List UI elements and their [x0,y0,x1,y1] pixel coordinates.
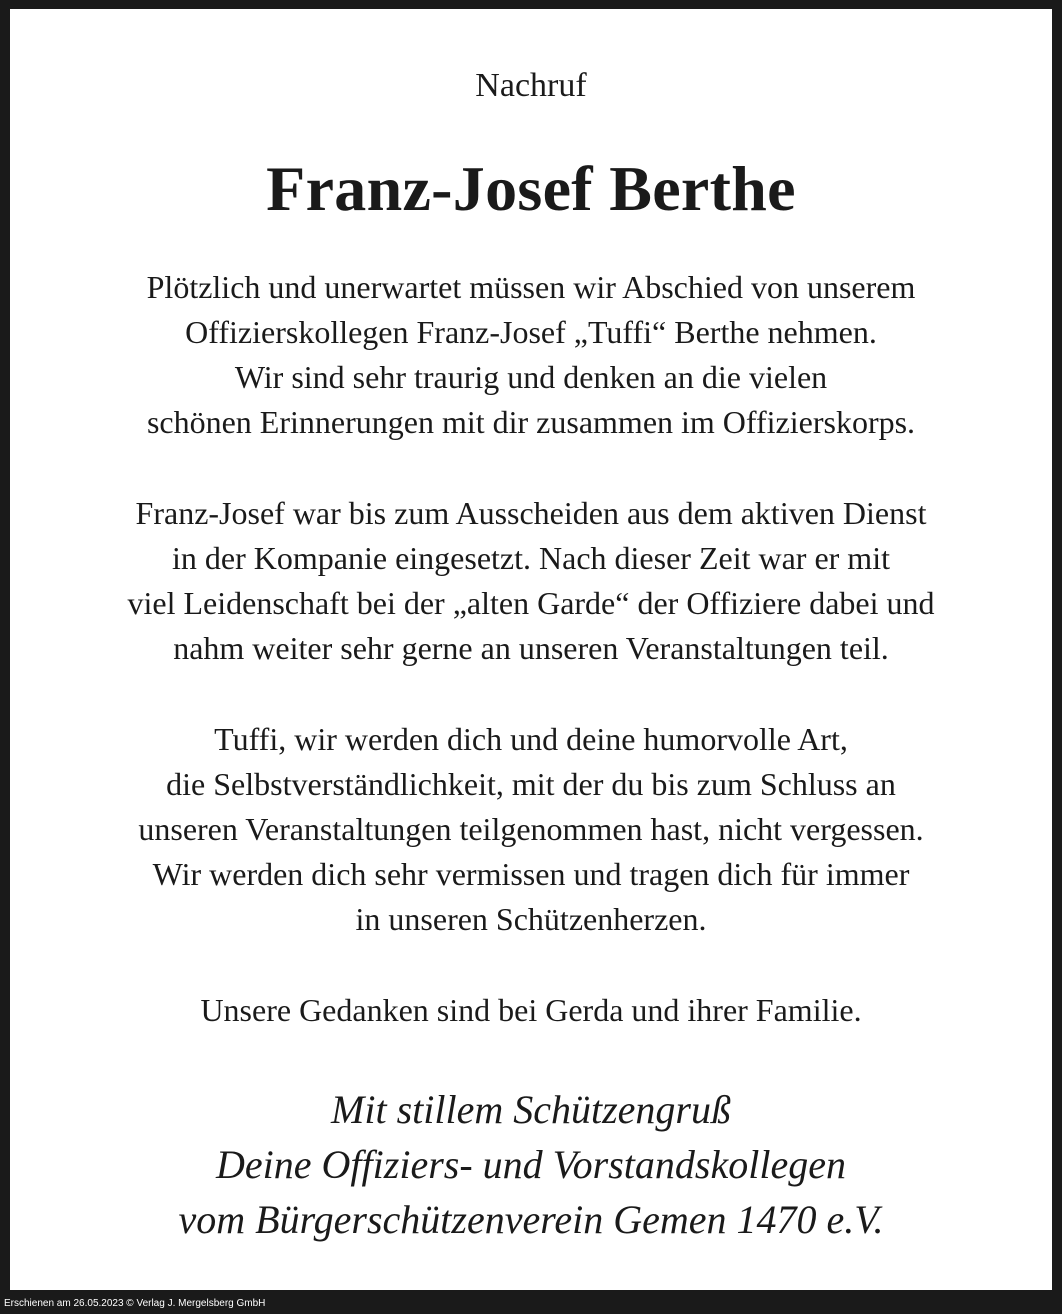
paragraph-line: Franz-Josef war bis zum Ausscheiden aus dem aktiven Dienst [135,495,927,531]
paragraph-line: unseren Veranstaltungen teilgenommen hast, nicht vergessen. [138,811,924,847]
paragraph-service [10,491,1052,671]
paragraph-line: Wir werden dich sehr vermissen und tragen dich für immer [152,856,910,892]
paragraph-family [10,988,1052,1033]
notice-overline: Nachruf [475,67,587,104]
closing-line: Mit stillem Schützengruß [331,1087,731,1132]
paragraph-remembrance [10,717,1052,942]
paragraph-line: Unsere Gedanken sind bei Gerda und ihrer Familie. [200,992,862,1028]
obituary-card [10,9,1052,1290]
paragraph-line: Wir sind sehr traurig und denken an die vielen [234,359,828,395]
paragraph-line: Plötzlich und unerwartet müssen wir Abschied von unserem [146,269,916,305]
paragraph-line: viel Leidenschaft bei der „alten Garde“ der Offiziere dabei und [127,585,935,621]
paragraph-line: die Selbstverständlichkeit, mit der du bis zum Schluss an [166,766,896,802]
closing-line: vom Bürgerschützenverein Gemen 1470 e.V. [178,1197,884,1242]
publication-footer: Erschienen am 26.05.2023 © Verlag J. Mergelsberg GmbH [4,1298,266,1309]
paragraph-line: Tuffi, wir werden dich und deine humorvolle Art, [214,721,848,757]
paragraph-line: Offizierskollegen Franz-Josef „Tuffi“ Berthe nehmen. [185,314,877,350]
paragraph-line: in unseren Schützenherzen. [355,901,707,937]
closing-line: Deine Offiziers- und Vorstandskollegen [216,1142,846,1187]
paragraph-farewell [10,265,1052,445]
paragraph-line: schönen Erinnerungen mit dir zusammen im Offizierskorps. [146,404,916,440]
deceased-name: Franz-Josef Berthe [266,153,796,224]
paragraph-line: nahm weiter sehr gerne an unseren Veranstaltungen teil. [173,630,889,666]
closing-signature [10,1082,1052,1247]
paragraph-line: in der Kompanie eingesetzt. Nach dieser Zeit war er mit [172,540,890,576]
